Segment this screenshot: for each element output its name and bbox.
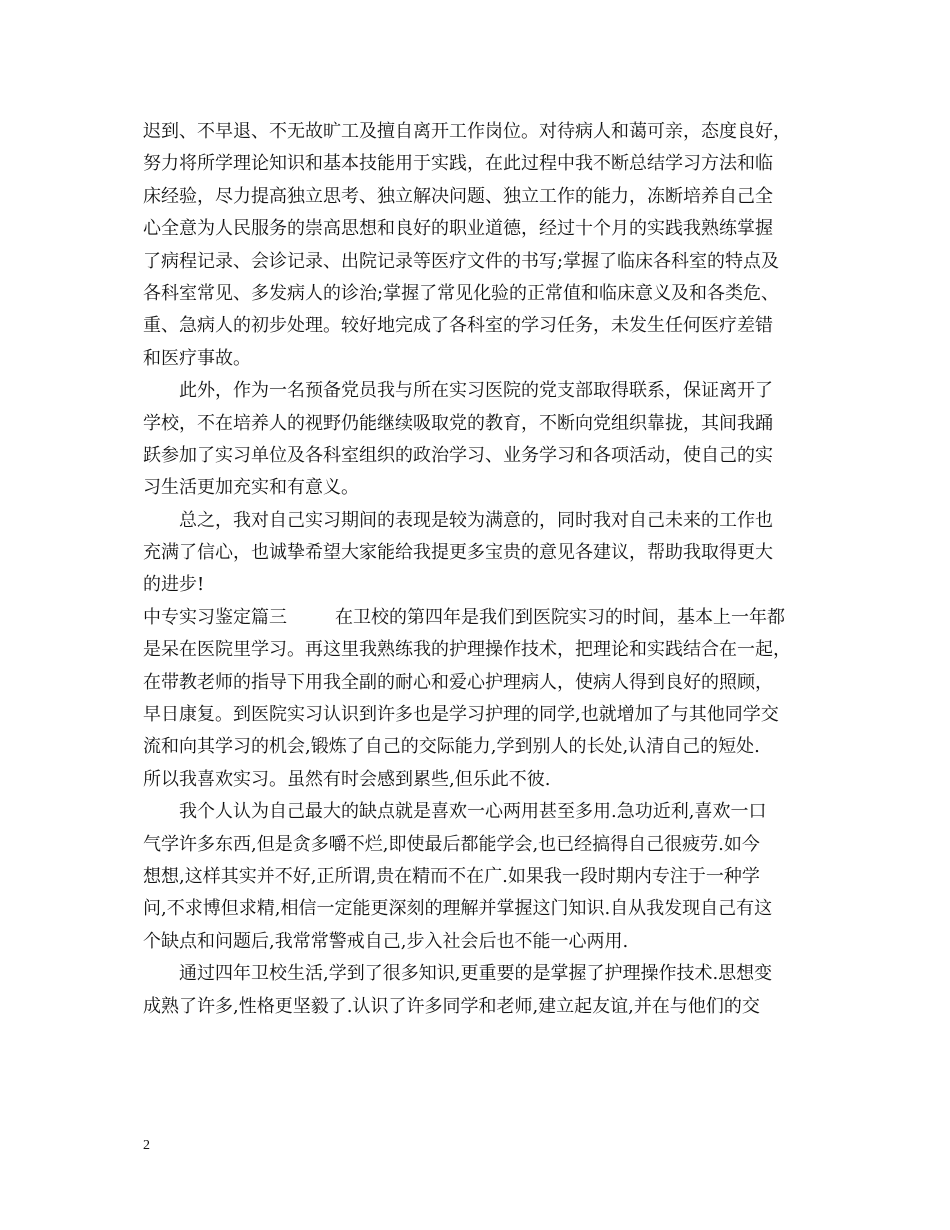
text-line: 早日康复。到医院实习认识到许多也是学习护理的同学,也就增加了与其他同学交	[143, 704, 779, 726]
text-line: 问,不求博但求精,相信一定能更深刻的理解并掌握这门知识.自从我发现自己有这	[143, 898, 773, 920]
text-line: 气学许多东西,但是贪多嚼不烂,即使最后都能学会,也已经搞得自己很疲劳.如今	[143, 833, 760, 855]
paragraph-first-line: 总之，我对自己实习期间的表现是较为满意的，同时我对自己未来的工作也	[179, 509, 773, 531]
section-first-text: 在卫校的第四年是我们到医院实习的时间，基本上一年都	[335, 606, 785, 628]
text-line: 努力将所学理论知识和基本技能用于实践，在此过程中我不断总结学习方法和临	[143, 153, 773, 175]
text-line: 充满了信心，也诚挚希望大家能给我提更多宝贵的意见各建议，帮助我取得更大	[143, 542, 773, 564]
text-line: 习生活更加充实和有意义。	[143, 477, 359, 499]
section-heading-line	[143, 602, 833, 634]
text-line: 想想,这样其实并不好,正所谓,贵在精而不在广.如果我一段时期内专注于一种学	[143, 865, 760, 887]
text-line: 成熟了许多,性格更坚毅了.认识了许多同学和老师,建立起友谊,并在与他们的交	[143, 995, 760, 1017]
text-line: 了病程记录、会诊记录、出院记录等医疗文件的书写;掌握了临床各科室的特点及	[143, 250, 780, 272]
text-line: 床经验，尽力提高独立思考、独立解决问题、独立工作的能力，冻断培养自己全	[143, 185, 773, 207]
paragraph-first-line: 通过四年卫校生活,学到了很多知识,更重要的是掌握了护理操作技术.思想变	[179, 963, 773, 985]
text-line: 是呆在医院里学习。再这里我熟练我的护理操作技术，把理论和实践结合在一起，	[143, 639, 791, 661]
text-line: 个缺点和问题后,我常常警戒自己,步入社会后也不能一心两用.	[143, 930, 629, 952]
text-line: 跃参加了实习单位及各科室组织的政治学习、业务学习和各项活动，使自己的实	[143, 444, 773, 466]
paragraph-first-line: 我个人认为自己最大的缺点就是喜欢一心两用甚至多用.急功近利,喜欢一口	[179, 801, 767, 823]
body-text	[143, 116, 833, 1023]
text-line: 重、急病人的初步处理。较好地完成了各科室的学习任务，未发生任何医疗差错	[143, 315, 773, 337]
paragraph-first-line: 此外，作为一名预备党员我与所在实习医院的党支部取得联系，保证离开了	[179, 380, 773, 402]
text-line: 流和向其学习的机会,锻炼了自己的交际能力,学到别人的长处,认清自己的短处.	[143, 736, 760, 758]
text-line: 在带教老师的指导下用我全副的耐心和爱心护理病人，使病人得到良好的照顾，	[143, 671, 773, 693]
text-line: 的进步!	[143, 574, 205, 596]
text-line: 迟到、不早退、不无故旷工及擅自离开工作岗位。对待病人和蔼可亲，态度良好，	[143, 121, 791, 142]
text-line: 所以我喜欢实习。虽然有时会感到累些,但乐此不彼.	[143, 768, 551, 790]
text-line: 各科室常见、多发病人的诊治;掌握了常见化验的正常值和临床意义及和各类危、	[143, 282, 780, 304]
section-heading: 中专实习鉴定篇三	[143, 606, 287, 628]
text-line: 学校，不在培养人的视野仍能继续吸取党的教育，不断向党组织靠拢，其间我踊	[143, 412, 773, 434]
text-line: 心全意为人民服务的崇高思想和良好的职业道德，经过十个月的实践我熟练掌握	[143, 218, 773, 240]
text-line: 和医疗事故。	[143, 347, 251, 369]
page-number: 2	[143, 1138, 150, 1153]
